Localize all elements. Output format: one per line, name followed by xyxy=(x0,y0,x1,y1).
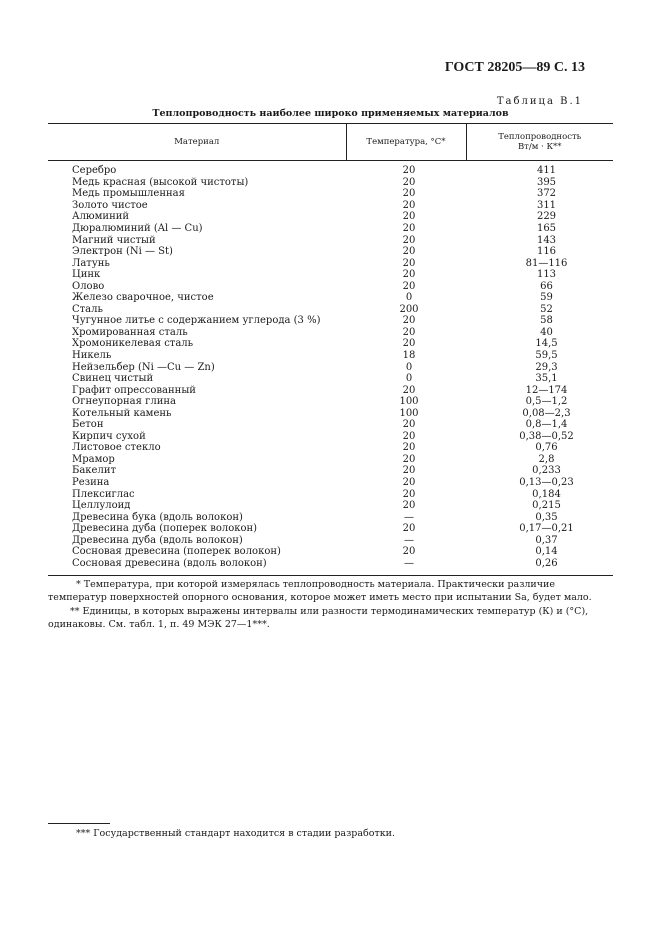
cell-material: Цинк xyxy=(72,269,101,281)
col-header-temperature: Температура, °С* xyxy=(346,124,466,161)
cell-temperature: 20 xyxy=(402,199,416,211)
cell-temperature: — xyxy=(346,558,466,576)
cell-temperature: 20 xyxy=(402,315,416,327)
table-row xyxy=(48,177,613,189)
cell-material: Сосновая древесина (вдоль волокон) xyxy=(48,558,346,576)
table-row xyxy=(48,223,613,235)
cell-material: Латунь xyxy=(72,257,110,269)
table-row xyxy=(48,361,613,373)
cell-material: Котельный камень xyxy=(72,407,172,419)
cell-temperature: — xyxy=(404,511,414,523)
cell-conductivity: 0,14 xyxy=(535,546,558,558)
cell-material: Древесина бука (вдоль волокон) xyxy=(72,511,243,523)
table-row xyxy=(48,315,613,327)
table-row xyxy=(48,419,613,431)
cell-temperature: 100 xyxy=(399,396,419,408)
table-row xyxy=(48,477,613,489)
cell-conductivity: 0,184 xyxy=(532,488,561,500)
table-row xyxy=(48,384,613,396)
table-row xyxy=(48,246,613,258)
cell-material: Железо сварочное, чистое xyxy=(72,292,214,304)
cell-conductivity: 0,26 xyxy=(466,558,613,576)
cell-material: Сосновая древесина (поперек волокон) xyxy=(72,546,281,558)
cell-material: Графит опрессованный xyxy=(72,384,196,396)
cell-conductivity: 12—174 xyxy=(525,384,568,396)
table-header-row xyxy=(48,124,613,161)
cell-conductivity: 0,38—0,52 xyxy=(519,430,574,442)
cell-material: Резина xyxy=(72,477,110,489)
table-row xyxy=(48,454,613,466)
table-row xyxy=(48,257,613,269)
cell-material: Хромоникелевая сталь xyxy=(72,338,194,350)
cell-material: Серебро xyxy=(72,165,117,177)
cell-temperature: 20 xyxy=(402,326,416,338)
table-row xyxy=(48,442,613,454)
cell-conductivity: 0,08—2,3 xyxy=(522,407,571,419)
cell-material: Древесина дуба (поперек волокон) xyxy=(72,523,258,535)
cell-material: Медь красная (высокой чистоты) xyxy=(72,176,249,188)
cell-conductivity: 0,35 xyxy=(535,511,558,523)
table-row xyxy=(48,396,613,408)
footnote-units: ** Единицы, в которых выражены интервалы или разности термодинамических температур (К) и (°С), одинаковы. См. табл. 1, п. 49 МЭК 27—1***. xyxy=(48,606,589,630)
cell-material: Сталь xyxy=(72,303,103,315)
cell-conductivity: 2,8 xyxy=(538,453,555,465)
table-row xyxy=(48,304,613,316)
cell-conductivity: 165 xyxy=(536,223,557,234)
table-row xyxy=(48,161,613,177)
table-row xyxy=(48,558,613,576)
table-row xyxy=(48,407,613,419)
cell-temperature: 20 xyxy=(402,453,416,465)
table-row xyxy=(48,431,613,443)
cell-material: Кирпич сухой xyxy=(72,430,146,442)
cell-conductivity: 0,215 xyxy=(532,500,561,512)
cell-material: Бетон xyxy=(72,419,104,431)
cell-temperature: 20 xyxy=(402,430,416,442)
cell-material: Древесина дуба (вдоль волокон) xyxy=(72,534,243,546)
cell-conductivity: 229 xyxy=(536,211,557,223)
cell-temperature: 20 xyxy=(402,269,416,281)
cell-conductivity: 52 xyxy=(540,303,553,315)
table-row xyxy=(48,188,613,200)
cell-temperature: — xyxy=(404,534,414,546)
cell-temperature: 0 xyxy=(405,373,413,385)
col-header-material: Материал xyxy=(48,124,346,161)
table-row xyxy=(48,292,613,304)
cell-temperature: 20 xyxy=(402,246,416,258)
table-body xyxy=(48,161,613,576)
table-row xyxy=(48,338,613,350)
table-row xyxy=(48,327,613,339)
cell-conductivity: 143 xyxy=(536,234,557,246)
table-row xyxy=(48,488,613,500)
cell-conductivity: 0,17—0,21 xyxy=(519,523,574,535)
cell-temperature: 100 xyxy=(399,407,419,419)
cell-material: Хромированная сталь xyxy=(72,326,188,338)
cell-conductivity: 59,5 xyxy=(535,350,558,362)
cell-conductivity: 40 xyxy=(540,326,553,338)
footnote-temperature: * Температура, при которой измерялась теплопроводность материала. Практически различие температур поверхностей опорного основания, которое может иметь место при испытании Sa, будет мало. xyxy=(48,579,592,603)
cell-material: Огнеупорная глина xyxy=(72,396,176,408)
cell-temperature: 20 xyxy=(402,234,416,246)
cell-temperature: 20 xyxy=(402,165,416,177)
table-row xyxy=(48,535,613,547)
cell-conductivity: 59 xyxy=(540,292,553,304)
cell-material: Листовое стекло xyxy=(72,442,161,454)
table-row xyxy=(48,465,613,477)
cell-temperature: 0 xyxy=(405,292,413,304)
cell-conductivity: 0,5—1,2 xyxy=(525,396,568,408)
cell-temperature: 20 xyxy=(402,465,416,477)
col-header-conductivity xyxy=(466,124,613,161)
cell-temperature: 20 xyxy=(402,384,416,396)
cell-conductivity: 411 xyxy=(536,165,557,177)
cell-material: Мрамор xyxy=(72,453,115,465)
table-row xyxy=(48,523,613,535)
col-header-conductivity-line1: Теплопроводность xyxy=(498,132,582,142)
table-label: Таблица В.1 xyxy=(496,96,583,107)
cell-material: Плексиглас xyxy=(72,488,135,500)
table-row xyxy=(48,234,613,246)
conductivity-table xyxy=(48,123,613,576)
cell-temperature: 20 xyxy=(402,223,416,234)
table-row xyxy=(48,511,613,523)
cell-material: Электрон (Ni — St) xyxy=(72,246,173,258)
cell-material: Целлулоид xyxy=(72,500,131,512)
cell-conductivity: 116 xyxy=(536,246,557,258)
cell-temperature: 200 xyxy=(399,303,419,315)
cell-material: Золото чистое xyxy=(72,199,148,211)
cell-material: Бакелит xyxy=(72,465,117,477)
cell-conductivity: 113 xyxy=(536,269,557,281)
cell-conductivity: 0,13—0,23 xyxy=(519,477,574,489)
cell-temperature: 20 xyxy=(402,338,416,350)
table-row xyxy=(48,269,613,281)
cell-conductivity: 35,1 xyxy=(535,373,558,385)
cell-conductivity: 0,233 xyxy=(532,465,561,477)
cell-temperature: 20 xyxy=(402,188,416,200)
cell-conductivity: 81—116 xyxy=(525,257,568,269)
col-header-conductivity-line2: Вт/м · К** xyxy=(517,142,562,152)
table-row xyxy=(48,546,613,558)
footnote-divider-bottom xyxy=(48,823,110,824)
table-row xyxy=(48,211,613,223)
table-title: Теплопроводность наиболее широко применяемых материалов xyxy=(152,108,509,119)
cell-temperature: 20 xyxy=(402,257,416,269)
cell-temperature: 20 xyxy=(402,442,416,454)
cell-material: Алюминий xyxy=(72,211,130,223)
table-row xyxy=(48,200,613,212)
cell-material: Чугунное литье с содержанием углерода (3 %) xyxy=(72,315,321,327)
footnote-standard: *** Государственный стандарт находится в стадии разработки. xyxy=(76,828,395,839)
table-row xyxy=(48,350,613,362)
cell-temperature: 20 xyxy=(402,488,416,500)
cell-temperature: 20 xyxy=(402,546,416,558)
cell-material: Магний чистый xyxy=(72,234,156,246)
cell-temperature: 20 xyxy=(402,176,416,188)
cell-conductivity: 0,76 xyxy=(535,442,558,454)
cell-conductivity: 29,3 xyxy=(535,361,558,373)
cell-conductivity: 66 xyxy=(540,280,553,292)
cell-temperature: 20 xyxy=(402,523,416,535)
cell-temperature: 18 xyxy=(402,350,416,362)
cell-conductivity: 372 xyxy=(536,188,557,200)
table-row xyxy=(48,373,613,385)
cell-material: Медь промышленная xyxy=(72,188,185,200)
table-row xyxy=(48,280,613,292)
cell-temperature: 20 xyxy=(402,280,416,292)
cell-material: Олово xyxy=(72,280,105,292)
cell-conductivity: 14,5 xyxy=(535,338,558,350)
cell-conductivity: 0,37 xyxy=(535,534,558,546)
cell-temperature: 20 xyxy=(402,477,416,489)
cell-temperature: 20 xyxy=(402,211,416,223)
cell-material: Никель xyxy=(72,350,112,362)
cell-conductivity: 311 xyxy=(536,199,557,211)
footnote-divider xyxy=(48,575,110,576)
cell-material: Дюралюминий (Al — Cu) xyxy=(72,223,203,234)
cell-material: Нейзельбер (Ni —Cu — Zn) xyxy=(72,361,215,373)
page-header: ГОСТ 28205—89 С. 13 xyxy=(444,60,585,75)
cell-temperature: 20 xyxy=(402,419,416,431)
cell-material: Свинец чистый xyxy=(72,373,154,385)
cell-conductivity: 0,8—1,4 xyxy=(525,419,568,431)
cell-conductivity: 395 xyxy=(536,176,557,188)
cell-temperature: 0 xyxy=(405,361,413,373)
cell-conductivity: 58 xyxy=(540,315,553,327)
table-row xyxy=(48,500,613,512)
cell-temperature: 20 xyxy=(402,500,416,512)
